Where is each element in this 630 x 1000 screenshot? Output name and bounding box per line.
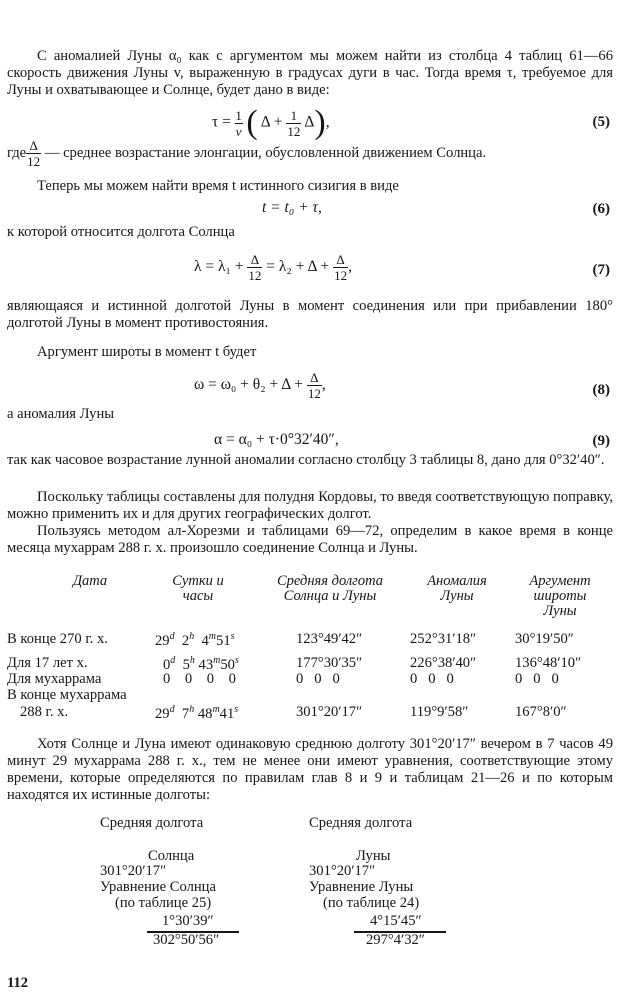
- paragraph-equations: Хотя Солнце и Луна имеют одинаковую среднюю долготу 301°20′17″ вечером в 7 часов 49 минут 29 мухаррама 288 г. х., тем не менее они имеют уравнения, соответствующие этому времени, которые определяются по правилам глав 8 и 9 и таблицам 21—26 и по которым находятся их истинные долготы:: [7, 736, 613, 803]
- eq5-frac2-num: 1: [290, 107, 298, 123]
- moon-name: Луны: [356, 848, 391, 864]
- minutes: 48: [197, 705, 213, 722]
- row-mean-longitude: 123°49′42″: [296, 631, 363, 647]
- hours: 7: [181, 705, 190, 722]
- eq5-close-paren: ): [314, 104, 326, 141]
- eq7-fraction-1: [247, 252, 262, 283]
- moon-result: 297°4′32″: [366, 932, 425, 948]
- sun-equation-label: Уравнение Солнца: [100, 879, 216, 895]
- paragraph-al-khwarizmi: Пользуясь методом ал-Хорезми и таблицами 69—72, определим в какое время в конце месяца мухаррам 288 г. х. произошло соединение Солнца и Луны.: [7, 523, 613, 556]
- table-header-mean-longitude: [255, 574, 405, 604]
- header-line: Луны: [543, 603, 577, 619]
- eq7-frac1-den: 12: [248, 268, 262, 283]
- row-days-hours: [155, 631, 235, 650]
- unit-h: h: [189, 631, 195, 642]
- moon-equation-label: Уравнение Луны: [309, 879, 414, 895]
- equation-9: α = α₀ + τ·0°32′40″,: [214, 431, 339, 448]
- row-anomaly: 226°38′40″: [410, 655, 477, 671]
- unit-s: s: [234, 704, 239, 715]
- eq5-delta: Δ +: [260, 113, 287, 131]
- eq5-tail: ,: [325, 113, 330, 131]
- eq5-fraction-2: [286, 108, 301, 139]
- row-mean-longitude: 0 0 0: [296, 671, 340, 687]
- row-date: В конце 270 г. х.: [7, 631, 108, 647]
- seconds: 41: [219, 705, 235, 722]
- sun-result: 302°50′56″: [153, 932, 220, 948]
- row-anomaly: 0 0 0: [410, 671, 454, 687]
- row-date: Для 17 лет х.: [7, 655, 88, 671]
- eq7-frac1-num: Δ: [250, 252, 260, 267]
- table-header-days-hours: [158, 574, 238, 604]
- eq5-frac1-den: v: [235, 123, 242, 139]
- unit-h: h: [189, 704, 195, 715]
- unit-s: s: [230, 631, 235, 642]
- seconds: 50: [220, 656, 235, 673]
- equation-7: [194, 252, 352, 283]
- row-anomaly: 252°31′18″: [410, 631, 477, 647]
- eq5-fraction-1: [235, 108, 243, 139]
- header-line: Дата: [72, 573, 108, 589]
- unit-h: h: [189, 655, 195, 666]
- row-anomaly: 119°9′58″: [410, 704, 469, 720]
- row-date: В конце мухаррама: [7, 687, 127, 703]
- unit-s: s: [234, 655, 239, 666]
- hours: 5: [182, 656, 190, 673]
- eq8-frac-den: 12: [307, 386, 321, 401]
- equation-number-5: (5): [592, 114, 610, 130]
- eq7-fraction-2: [333, 252, 348, 283]
- header-line: Сутки и: [172, 573, 224, 589]
- sun-mean: 301°20′17″: [100, 863, 167, 879]
- paragraph-where: [7, 138, 613, 169]
- table-header-anomaly: [412, 574, 502, 604]
- sun-name: Солнца: [148, 848, 195, 864]
- seconds: 51: [216, 632, 231, 649]
- eq5-open-paren: (: [246, 104, 258, 141]
- paragraph-cordoba: Поскольку таблицы составлены для полудня Кордовы, то введя соответствующую поправку, можно применить их и для других географических долгот.: [7, 489, 613, 522]
- days: 0: [163, 656, 171, 673]
- days: 29: [155, 705, 170, 722]
- header-line: Аномалия: [427, 573, 487, 589]
- minutes: 43: [198, 656, 214, 673]
- row-days-hours: [155, 704, 238, 723]
- eq5-delta-2: Δ: [301, 113, 315, 131]
- row-latitude: 167°8′0″: [515, 704, 567, 720]
- sun-equation-value: 1°30′39″: [162, 913, 214, 929]
- paragraph-hourly-anomaly: так как часовое возрастание лунной аномалии согласно столбцу 3 таблицы 8, дано для 0°32′40″.: [7, 452, 605, 468]
- sun-equation-source: (по таблице 25): [115, 895, 212, 911]
- days: 0: [163, 671, 171, 687]
- where-text: — среднее возрастание элонгации, обусловленной движением Солнца.: [41, 144, 487, 161]
- unit-d: d: [169, 704, 175, 715]
- equation-number-9: (9): [592, 433, 610, 449]
- hours: 2: [181, 632, 190, 649]
- eq8-frac-num: Δ: [310, 370, 319, 385]
- eq7-frac2-den: 12: [334, 268, 348, 283]
- unit-d: d: [169, 631, 175, 642]
- paragraph-moon-anomaly: а аномалия Луны: [7, 406, 115, 422]
- hours: 0: [184, 671, 193, 687]
- table-header-latitude-argument: [515, 574, 605, 619]
- moon-equation-source: (по таблице 24): [323, 895, 420, 911]
- eq8-fraction: [307, 370, 322, 401]
- moon-equation-value: 4°15′45″: [370, 913, 422, 929]
- eq5-frac2-den: 12: [287, 123, 301, 139]
- row-latitude: 136°48′10″: [515, 655, 582, 671]
- paragraph-intro: С аномалией Луны α₀ как с аргументом мы можем найти из столбца 4 таблиц 61—66 скорость движения Луны v, выраженную в градусах дуги в час. Тогда время τ, требуемое для Луны и охватывающее и Солнце, будет дано в виде:: [7, 48, 613, 98]
- moon-title: Средняя долгота: [309, 815, 413, 831]
- header-line: Средняя долгота: [277, 573, 383, 589]
- equation-5: [212, 104, 330, 142]
- paragraph-syzygy: Теперь мы можем найти время t истинного сизигия в виде: [37, 178, 399, 194]
- equation-number-6: (6): [592, 201, 610, 217]
- minutes: 4: [201, 632, 209, 649]
- header-line: Солнца и Луны: [283, 588, 377, 604]
- where-prefix: где: [7, 144, 27, 161]
- row-days-hours: [163, 671, 236, 688]
- where-fraction: [26, 138, 41, 169]
- row-mean-longitude: 301°20′17″: [296, 704, 363, 720]
- eq8-tail: ,: [321, 376, 326, 394]
- page-number: 112: [7, 975, 29, 991]
- equation-6: t = t₀ + τ,: [262, 199, 322, 216]
- paragraph-latitude-argument: Аргумент широты в момент t будет: [37, 344, 257, 360]
- header-line: Луны: [440, 588, 474, 604]
- minutes: 0: [206, 671, 215, 687]
- eq7-mid: = λ₂ + Δ +: [262, 258, 334, 276]
- unit-d: d: [170, 655, 176, 666]
- eq7-lhs: λ = λ₁ +: [194, 258, 248, 276]
- eq7-tail: ,: [348, 258, 352, 276]
- header-line: часы: [182, 588, 214, 604]
- unit-m: m: [208, 631, 217, 642]
- paragraph-true-longitude: являющаяся и истинной долготой Луны в момент соединения или при прибавлении 180° долготой Луны в момент противостояния.: [7, 298, 613, 331]
- moon-mean: 301°20′17″: [309, 863, 376, 879]
- seconds: 0: [228, 671, 236, 687]
- unit-m: m: [213, 655, 221, 666]
- where-frac-num: Δ: [29, 138, 38, 153]
- where-frac-den: 12: [27, 154, 41, 169]
- eq5-frac1-num: 1: [235, 107, 242, 123]
- eq8-lhs: ω = ω₀ + θ₂ + Δ +: [194, 376, 307, 394]
- equation-number-7: (7): [592, 262, 610, 278]
- days: 29: [155, 632, 170, 649]
- header-line: Аргумент: [529, 573, 591, 589]
- row-date: Для мухаррама: [7, 671, 102, 687]
- row-latitude: 0 0 0: [515, 671, 559, 687]
- equation-number-8: (8): [592, 382, 610, 398]
- header-line: широты: [533, 588, 587, 604]
- eq5-lhs: τ =: [212, 113, 235, 131]
- paragraph-sun-longitude: к которой относится долгота Солнца: [7, 224, 235, 240]
- row-latitude: 30°19′50″: [515, 631, 574, 647]
- equation-8: [194, 370, 326, 401]
- table-header-date: [60, 574, 120, 589]
- row-mean-longitude: 177°30′35″: [296, 655, 363, 671]
- sun-title: Средняя долгота: [100, 815, 204, 831]
- row-date-continued: 288 г. х.: [20, 704, 69, 720]
- unit-m: m: [212, 704, 220, 715]
- eq7-frac2-num: Δ: [336, 252, 345, 267]
